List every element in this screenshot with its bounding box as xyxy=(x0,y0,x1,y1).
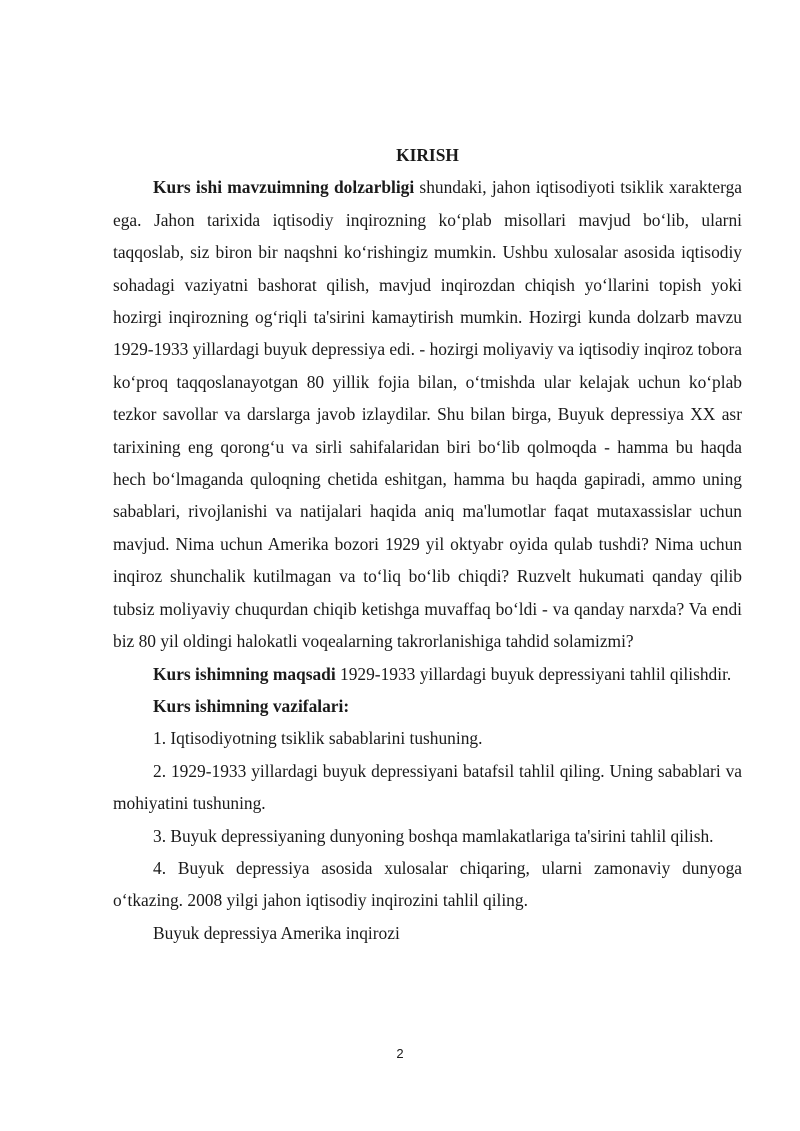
page-number: 2 xyxy=(396,1046,404,1061)
tasks-lead: Kurs ishimning vazifalari: xyxy=(153,695,350,716)
task-item-1: 1. Iqtisodiyotning tsiklik sabablarini tushuning. xyxy=(153,728,483,749)
goal-paragraph xyxy=(113,658,742,690)
relevance-lead: Kurs ishi mavzuimning dolzarbligi xyxy=(153,177,415,198)
tasks-heading-paragraph xyxy=(113,690,742,722)
goal-lead: Kurs ishimning maqsadi xyxy=(153,663,336,684)
task-item-3: 3. Buyuk depressiyaning dunyoning boshqa mamlakatlariga ta'sirini tahlil qilish. xyxy=(153,825,714,846)
relevance-text: shundaki, jahon iqtisodiyoti tsiklik xarakterga ega. Jahon tarixida iqtisodiy inqirozning ko‘plab misollari mavjud bo‘lib, ularni taqqoslab, siz biron bir naqshni ko‘rishingiz mumkin. Ushbu xulosalar asosida iqtisodiy sohadagi vaziyatni bashorat qilish, mavjud inqirozdan chiqish yo‘llarini topish yoki hozirgi inqirozning og‘riqli ta'sirini kamaytirish mumkin. Hozirgi kunda dolzarb mavzu 1929-1933 yillardagi buyuk depressiya edi. - hozirgi moliyaviy va iqtisodiy inqiroz tobora ko‘proq taqqoslanayotgan 80 yillik fojia bilan, o‘tmishda ular kelajak uchun ko‘plab tezkor savollar va darslarga javob izlaydilar. Shu bilan birga, Buyuk depressiya XX asr tarixining eng qorong‘u va sirli sahifalaridan biri bo‘lib qolmoqda - hamma bu haqda hech bo‘lmaganda quloqning chetida eshitgan, hamma bu haqda gapiradi, ammo uning sabablari, rivojlanishi va natijalari haqida aniq ma'lumotlar faqat mutaxassislar uchun mavjud. Nima uchun Amerika bozori 1929 yil oktyabr oyida qulab tushdi? Nima uchun inqiroz shunchalik kutilmagan va to‘liq bo‘lib chiqdi? Ruzvelt hukumati qanday qilib tubsiz moliyaviy chuqurdan chiqib ketishga muvaffaq bo‘ldi - va qanday narxda? Va endi biz 80 yil oldingi halokatli voqealarning takrorlanishiga tahdid solamizmi? xyxy=(113,177,742,652)
closing-line: Buyuk depressiya Amerika inqirozi xyxy=(153,922,400,943)
relevance-paragraph xyxy=(113,171,742,657)
task-item-4: 4. Buyuk depressiya asosida xulosalar chiqaring, ularni zamonaviy dunyoga o‘tkazing. 2008 yilgi jahon iqtisodiy inqirozini tahlil qiling. xyxy=(113,857,742,911)
task-item-2: 2. 1929-1933 yillardagi buyuk depressiyani batafsil tahlil qiling. Uning sabablari va mohiyatini tushuning. xyxy=(113,760,742,814)
page-body xyxy=(113,139,742,949)
section-heading: KIRISH xyxy=(396,145,459,165)
goal-text: 1929-1933 yillardagi buyuk depressiyani tahlil qilishdir. xyxy=(335,663,732,684)
